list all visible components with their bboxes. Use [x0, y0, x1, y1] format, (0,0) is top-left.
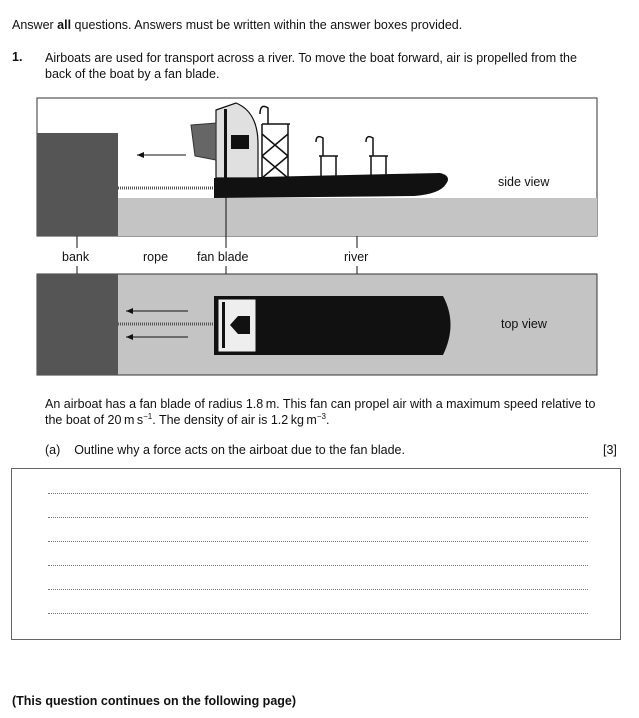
- question-text: Airboats are used for transport across a river. To move the boat forward, air is propelled from the back of the boat by a fan blade.: [45, 51, 577, 81]
- river-side: [118, 198, 597, 236]
- fan-blade-top: [222, 302, 225, 348]
- answer-line[interactable]: [48, 517, 588, 518]
- river-label: river: [344, 250, 369, 264]
- side-view-label: side view: [498, 175, 550, 189]
- rope-label: rope: [143, 250, 169, 264]
- answer-box[interactable]: [11, 468, 621, 640]
- given-data: An airboat has a fan blade of radius 1.8 m. This fan can propel air with a maximum speed relative to the boat of 20 m $s^{-1}$. The density of air is 1.2 kg $m^{-3}$.: [45, 397, 596, 427]
- answer-line[interactable]: [48, 613, 588, 614]
- top-view-label: top view: [501, 317, 547, 331]
- bank-top: [37, 274, 118, 375]
- part-a-label: (a): [45, 443, 61, 457]
- fan-blade-side: [224, 109, 227, 184]
- part-a: [45, 443, 405, 457]
- instructions: Answer all questions. Answers must be written within the answer boxes provided.: [12, 18, 463, 32]
- part-a-text: Outline why a force acts on the airboat due to the fan blade.: [74, 443, 405, 457]
- answer-line[interactable]: [48, 565, 588, 566]
- bank-label: bank: [62, 250, 90, 264]
- part-a-marks: [3]: [603, 443, 617, 457]
- answer-line[interactable]: [48, 541, 588, 542]
- airboat-figure: [0, 94, 639, 380]
- top-view-diagram: [37, 274, 597, 375]
- rudder-side: [191, 123, 216, 160]
- continuation-note: (This question continues on the following page): [12, 694, 297, 708]
- bank-side: [37, 133, 118, 236]
- side-view-diagram: [37, 98, 597, 236]
- answer-line[interactable]: [48, 493, 588, 494]
- fan-blade-label: fan blade: [197, 250, 249, 264]
- answer-line[interactable]: [48, 589, 588, 590]
- question-number: 1.: [12, 50, 23, 64]
